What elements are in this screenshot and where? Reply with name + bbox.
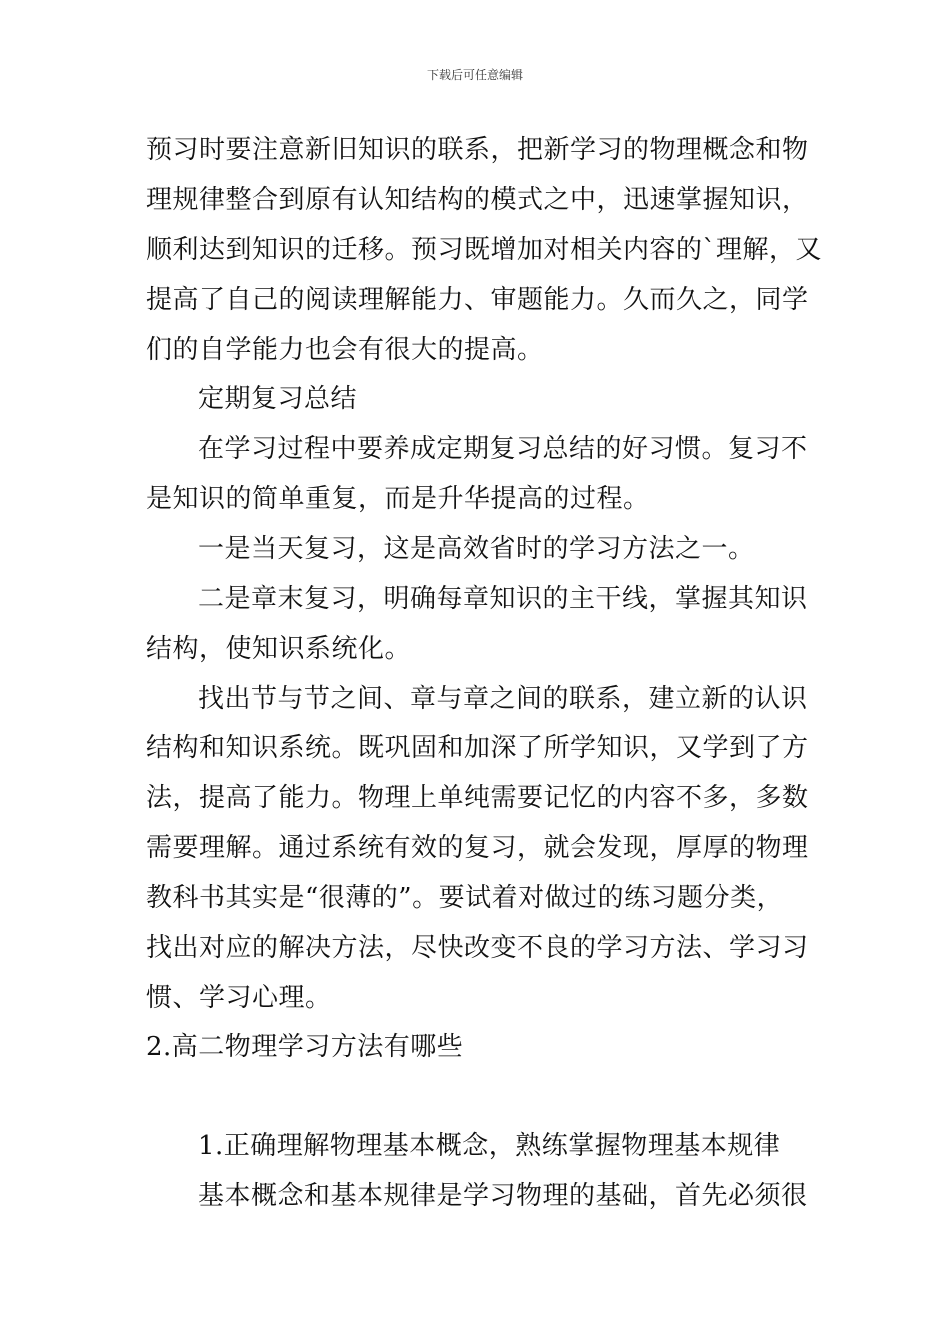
body-line: 一是当天复习，这是高效省时的学习方法之一。 bbox=[198, 534, 755, 564]
body-line: 们的自学能力也会有很大的提高。 bbox=[146, 335, 544, 365]
body-line: 是知识的简单重复，而是升华提高的过程。 bbox=[146, 484, 650, 514]
body-line: 结构，使知识系统化。 bbox=[146, 634, 412, 664]
body-line: 找出对应的解决方法，尽快改变不良的学习方法、学习习 bbox=[146, 933, 809, 963]
section-heading: 2.高二物理学习方法有哪些 bbox=[146, 1032, 464, 1062]
body-line: 法，提高了能力。物理上单纯需要记忆的内容不多，多数 bbox=[146, 783, 809, 813]
body-line: 提高了自己的阅读理解能力、审题能力。久而久之，同学 bbox=[146, 285, 809, 315]
body-line: 二是章末复习，明确每章知识的主干线，掌握其知识 bbox=[198, 584, 808, 614]
body-line: 教科书其实是“很薄的”。要试着对做过的练习题分类， bbox=[146, 883, 784, 913]
page-header: 下载后可任意编辑 bbox=[426, 68, 523, 82]
body-line: 理规律整合到原有认知结构的模式之中，迅速掌握知识， bbox=[146, 185, 809, 215]
body-line: 预习时要注意新旧知识的联系，把新学习的物理概念和物 bbox=[146, 135, 809, 165]
section-heading: 定期复习总结 bbox=[198, 384, 358, 414]
body-line: 惯、学习心理。 bbox=[146, 983, 332, 1013]
body-line: 结构和知识系统。既巩固和加深了所学知识，又学到了方 bbox=[146, 733, 809, 763]
body-line: 在学习过程中要养成定期复习总结的好习惯。复习不 bbox=[198, 434, 808, 464]
body-line: 需要理解。通过系统有效的复习，就会发现，厚厚的物理 bbox=[146, 833, 809, 863]
body-line: 基本概念和基本规律是学习物理的基础，首先必须很 bbox=[198, 1181, 808, 1211]
body-line: 顺利达到知识的迁移。预习既增加对相关内容的`理解，又 bbox=[146, 235, 823, 265]
body-line: 找出节与节之间、章与章之间的联系，建立新的认识 bbox=[198, 684, 808, 714]
subsection-heading: 1.正确理解物理基本概念，熟练掌握物理基本规律 bbox=[198, 1131, 781, 1161]
